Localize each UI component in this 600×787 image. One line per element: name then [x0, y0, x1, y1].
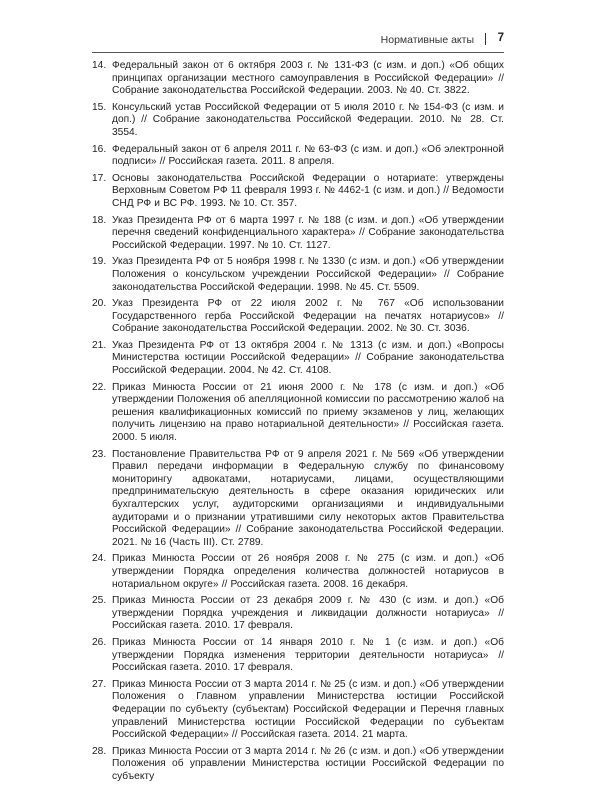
reference-number: 28.: [92, 745, 107, 757]
reference-text: Указ Президента РФ от 6 марта 1997 г. № 188 (с изм. и доп.) «Об утверждении перечня сведений конфиденциального характера» // Собрание законодательства Российской Федерации. 1997. № 10. Ст. 1127.: [112, 214, 504, 251]
reference-item: [92, 215, 504, 253]
reference-text: Приказ Минюста России от 14 января 2010 г. № 1 (с изм. и доп.) «Об утверждении Порядка изменения территории деятельности нотариуса» // Российская газета. 2010. 17 февраля.: [112, 636, 504, 674]
reference-item: [92, 746, 504, 784]
reference-text: Федеральный закон от 6 апреля 2011 г. № 63-ФЗ (с изм. и доп.) «Об электронной подписи» // Российская газета. 2011. 8 апреля.: [112, 143, 504, 168]
reference-number: 15.: [92, 101, 107, 113]
reference-item: [92, 173, 504, 211]
reference-item: [92, 637, 504, 675]
page-number: 7: [497, 32, 504, 44]
reference-item: [92, 102, 504, 140]
reference-number: 23.: [92, 448, 107, 460]
reference-number: 16.: [92, 143, 107, 155]
reference-text: Приказ Минюста России от 21 июня 2000 г. № 178 (с изм. и доп.) «Об утверждении Положения об апелляционной комиссии по рассмотрению жалоб на решения квалификационных комиссий по приему экзаменов у лиц, желающих получить лицензию на право нотариальной деятельности» // Российская газета. 2000. 5 июля.: [112, 381, 504, 444]
reference-text: Указ Президента РФ от 13 октября 2004 г. № 1313 (с изм. и доп.) «Вопросы Министерства юстиции Российской Федерации» // Собрание законодательства Российской Федерации. 2004. № 42. Ст. 4108.: [112, 339, 504, 377]
reference-number: 24.: [92, 553, 107, 565]
reference-text: Указ Президента РФ от 22 июля 2002 г. № 767 «Об использовании Государственного герба Российской Федерации на печатях нотариусов» // Собрание законодательства Российской Федерации. 2002. № 30. Ст. 3036.: [112, 298, 504, 335]
header-separator: [485, 33, 486, 45]
reference-number: 17.: [92, 172, 107, 184]
reference-number: 18.: [92, 214, 107, 226]
reference-item: [92, 553, 504, 591]
reference-text: Указ Президента РФ от 5 ноября 1998 г. № 1330 (с изм. и доп.) «Об утверждении Положения о консульском учреждении Российской Федерации» // Собрание законодательства Российской Федерации. 1998. № 45. Ст. 5509.: [112, 256, 504, 293]
reference-item: [92, 60, 504, 98]
reference-text: Приказ Минюста России от 3 марта 2014 г. № 25 (с изм. и доп.) «Об утверждении Положения о Главном управлении Министерства юстиции Российской Федерации по субъекту (субъектам) Российской Федерации и Перечня главных управлений Министерства юстиции Российской Федерации по субъектам Российской Федерации» // Российская газета. 2014. 21 марта.: [112, 678, 504, 741]
reference-text: Федеральный закон от 6 октября 2003 г. № 131-ФЗ (с изм. и доп.) «Об общих принципах организации местного самоуправления в Российской Федерации» // Собрание законодательства Российской Федерации. 2003. № 40. Ст. 3822.: [112, 60, 504, 97]
reference-number: 14.: [92, 60, 107, 71]
reference-text: Приказ Минюста России от 3 марта 2014 г. № 26 (с изм. и доп.) «Об утверждении Положения об управлении Министерства юстиции Российской Федерации по субъекту: [112, 745, 504, 782]
reference-item: [92, 679, 504, 742]
reference-text: Постановление Правительства РФ от 9 апреля 2021 г. № 569 «Об утверждении Правил передачи информации в Федеральную службу по финансовому мониторингу адвокатами, нотариусами, лицами, осуществляющими предпринимательскую деятельность в сфере оказания юридических или бухгалтерских услуг, аудиторскими организациями и индивидуальными аудиторами и о признании утратившими силу некоторых актов Правительства Российской Федерации» // Собрание законодательства Российской Федерации. 2021. № 16 (Часть III). Ст. 2789.: [112, 448, 504, 548]
reference-text: Консульский устав Российской Федерации от 5 июля 2010 г. № 154-ФЗ (с изм. и доп.) // Собрание законодательства Российской Федерации. 2010. № 28. Ст. 3554.: [112, 101, 504, 138]
reference-number: 27.: [92, 678, 107, 690]
page-header: [92, 32, 504, 53]
reference-text: Приказ Минюста России от 23 декабря 2009 г. № 430 (с изм. и доп.) «Об утверждении Порядка учреждения и ликвидации должности нотариуса» // Российская газета. 2010. 17 февраля.: [112, 595, 504, 632]
reference-number: 25.: [92, 595, 107, 607]
reference-list: [92, 60, 504, 787]
reference-number: 26.: [92, 636, 107, 648]
reference-item: [92, 340, 504, 378]
reference-item: [92, 595, 504, 633]
reference-text: Основы законодательства Российской Федерации о нотариате: утверждены Верховным Советом РФ 11 февраля 1993 г. № 4462-1 (с изм. и доп.) // Ведомости СНД РФ и ВС РФ. 1993. № 10. Ст. 357.: [112, 172, 504, 209]
running-title: Нормативные акты: [380, 34, 474, 46]
reference-item: [92, 298, 504, 336]
reference-text: Приказ Минюста России от 26 ноября 2008 г. № 275 (с изм. и доп.) «Об утверждении Порядка определения количества должностей нотариусов в нотариальном округе» // Российская газета. 2008. 16 декабря.: [112, 553, 504, 590]
reference-item: [92, 144, 504, 169]
reference-number: 22.: [92, 381, 107, 393]
reference-number: 21.: [92, 339, 107, 351]
reference-item: [92, 449, 504, 550]
reference-item: [92, 256, 504, 294]
reference-number: 20.: [92, 298, 107, 310]
reference-item: [92, 382, 504, 445]
reference-number: 19.: [92, 256, 107, 268]
